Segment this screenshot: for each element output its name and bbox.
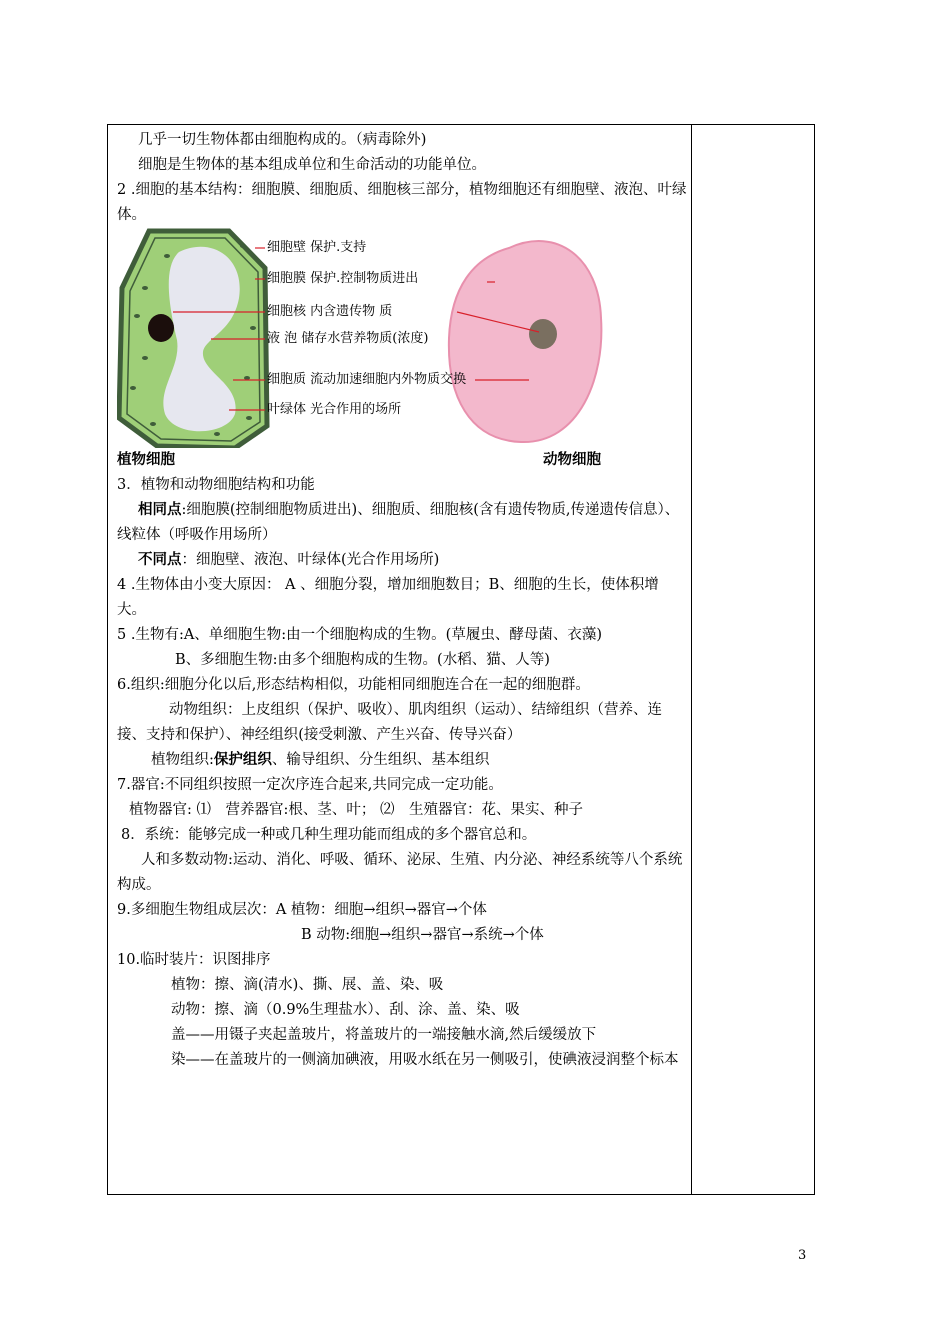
similarities-label: 相同点 — [138, 502, 182, 518]
animal-slide-steps: 动物：擦、滴（0.9%生理盐水）、刮、涂、盖、染、吸 — [171, 1002, 520, 1018]
stain-step: 染——在盖玻片的一侧滴加碘液，用吸水纸在另一侧吸引，使碘液浸润整个标本 — [171, 1052, 679, 1068]
main-cell — [117, 128, 687, 1073]
differences-text: ：细胞壁、液泡、叶绿体(光合作用场所) — [181, 552, 440, 568]
caption-plant-cell: 植物细胞 — [117, 452, 175, 468]
content-table — [107, 124, 815, 1195]
section-2: 2 .细胞的基本结构：细胞膜、细胞质、细胞核三部分，植物细胞还有细胞壁、液泡、叶绿体。 — [117, 182, 687, 223]
section-8: 8．系统：能够完成一种或几种生理功能而组成的多个器官总和。 — [121, 827, 537, 843]
label-chloroplast: 叶绿体 光合作用的场所 — [267, 402, 402, 417]
section-9a: 9.多细胞生物组成层次：A 植物：细胞→组织→器官→个体 — [117, 902, 487, 918]
animal-nucleus — [529, 319, 557, 349]
section-4: 4 .生物体由小变大原因： A 、细胞分裂，增加细胞数目；B、细胞的生长，使体积增大。 — [117, 577, 659, 618]
label-cell-membrane: 细胞膜 保护.控制物质进出 — [267, 271, 419, 286]
section-5b: B、多细胞生物:由多个细胞构成的生物。(水稻、猫、人等) — [175, 652, 550, 668]
animal-tissues: 动物组织：上皮组织（保护、吸收）、肌肉组织（运动）、结缔组织（营养、连接、支持和保护）、神经组织(接受刺激、产生兴奋、传导兴奋） — [117, 702, 662, 743]
caption-animal-cell: 动物细胞 — [543, 452, 601, 468]
differences-label: 不同点 — [138, 552, 182, 568]
plant-tissues-prefix: 植物组织: — [151, 752, 214, 768]
plant-tissues-rest: 、输导组织、分生组织、基本组织 — [271, 752, 490, 768]
section-9b: B 动物:细胞→组织→器官→系统→个体 — [301, 927, 544, 943]
section-3-title: 3．植物和动物细胞结构和功能 — [117, 477, 315, 493]
cover-step: 盖——用镊子夹起盖玻片，将盖玻片的一端接触水滴,然后缓缓放下 — [171, 1027, 597, 1043]
section-7: 7.器官:不同组织按照一定次序连合起来,共同完成一定功能。 — [117, 777, 503, 793]
page-number: 3 — [798, 1248, 807, 1263]
label-nucleus: 细胞核 内含遗传物 质 — [267, 304, 393, 319]
section-6: 6.组织:细胞分化以后,形态结构相似，功能相同细胞连合在一起的细胞群。 — [117, 677, 590, 693]
label-cytoplasm: 细胞质 流动加速细胞内外物质交换 — [267, 372, 467, 387]
plant-tissues — [117, 748, 687, 773]
diagram-captions — [117, 448, 687, 473]
plant-tissues-bold: 保护组织 — [213, 752, 272, 768]
differences — [117, 548, 687, 573]
organ-systems: 人和多数动物:运动、消化、呼吸、循环、泌尿、生殖、内分泌、神经系统等八个系统构成。 — [117, 852, 683, 893]
plant-slide-steps: 植物：擦、滴(清水)、撕、展、盖、染、吸 — [171, 977, 444, 993]
label-vacuole: 液 泡 储存水营养物质(浓度) — [267, 331, 429, 346]
text-line: 细胞是生物体的基本组成单位和生命活动的功能单位。 — [138, 157, 486, 173]
text-line: 几乎一切生物体都由细胞构成的。（病毒除外) — [138, 132, 427, 148]
cell-diagram — [117, 228, 687, 448]
section-10: 10.临时装片：识图排序 — [117, 952, 271, 968]
plant-organs: 植物器官: ⑴ 营养器官:根、茎、叶； ⑵ 生殖器官：花、果实、种子 — [129, 802, 583, 818]
table-column-divider — [691, 125, 692, 1194]
similarities-text: :细胞膜(控制细胞物质进出)、细胞质、细胞核(含有遗传物质,传递遗传信息）、线粒体（呼吸作用场所） — [117, 502, 680, 543]
plant-nucleus — [148, 314, 174, 342]
similarities — [117, 498, 687, 548]
section-5a: 5 .生物有:A、单细胞生物:由一个细胞构成的生物。(草履虫、酵母菌、衣藻) — [117, 627, 602, 643]
label-cell-wall: 细胞壁 保护.支持 — [267, 240, 367, 255]
animal-cell — [449, 241, 602, 442]
